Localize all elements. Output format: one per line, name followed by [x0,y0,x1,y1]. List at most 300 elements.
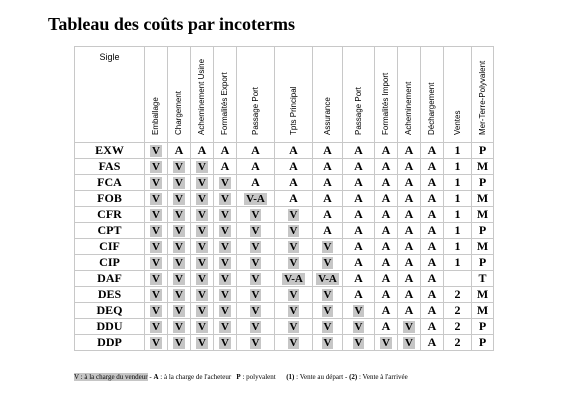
incoterm-sigle: DES [75,287,145,303]
cell-value: V [289,337,298,349]
cell-value: V [323,321,332,333]
cell-value: A [404,175,414,189]
table-cell [343,255,375,271]
column-header-label: Formalités Import [381,72,390,135]
table-cell [472,271,494,287]
table-row [75,335,494,351]
table-cell [214,223,237,239]
table-cell [398,335,421,351]
table-cell [444,255,472,271]
column-header-label: Déchargement [427,82,436,135]
table-cell [472,255,494,271]
column-header [275,47,313,143]
table-cell [168,223,191,239]
cell-value: A [289,191,298,205]
cell-value: A [354,223,363,237]
table-cell [214,191,237,207]
table-cell [398,143,421,159]
cell-value: A [427,191,437,205]
table-cell [343,143,375,159]
table-cell [444,191,472,207]
table-cell [313,175,343,191]
cell-value: T [478,271,487,285]
table-cell [168,143,191,159]
legend [74,373,408,381]
table-cell [168,319,191,335]
cell-value: A [427,143,437,157]
table-cell [472,175,494,191]
cell-value: M [476,191,489,205]
table-cell [191,271,214,287]
table-cell [421,319,444,335]
cell-value: P [478,335,487,349]
cell-value: V [289,289,298,301]
table-cell [313,223,343,239]
table-cell [191,223,214,239]
table-cell [375,255,398,271]
cell-value: A [381,191,391,205]
cell-value: A [404,271,414,285]
column-header-label: Passage Port [250,86,260,135]
table-cell [214,303,237,319]
table-cell [191,303,214,319]
table-cell [275,207,313,223]
cell-value: V [152,145,160,157]
cell-value: A [404,303,414,317]
table-cell [313,191,343,207]
cell-value: A [427,175,437,189]
table-cell [313,239,343,255]
table-cell [444,223,472,239]
cell-value: A [354,159,363,173]
cell-value: A [354,207,363,221]
cell-value: 1 [454,191,461,205]
table-cell [191,287,214,303]
cell-value: A [220,143,230,157]
cell-value: V [198,225,206,237]
cell-value: V [198,177,206,189]
cell-value: P [478,223,487,237]
table-cell [145,143,168,159]
legend-acheteur-key: A [153,373,159,381]
table-cell [398,239,421,255]
table-row [75,287,494,303]
cell-value: A [323,207,332,221]
table-cell [275,271,313,287]
legend-polyvalent-text: : polyvalent [240,373,276,381]
table-cell [313,159,343,175]
table-cell [398,159,421,175]
table-cell [145,191,168,207]
table-cell [375,223,398,239]
cell-value: A [427,303,437,317]
table-cell [214,319,237,335]
table-cell [237,207,275,223]
cell-value: V [221,225,229,237]
table-cell [398,175,421,191]
cell-value: V [198,321,206,333]
incoterm-sigle: CIP [75,255,145,271]
cell-value: V [152,257,160,269]
table-cell [375,207,398,223]
table-cell [145,239,168,255]
cell-value: V [152,225,160,237]
table-cell [444,143,472,159]
table-cell [444,335,472,351]
table-cell [343,239,375,255]
column-header [237,47,275,143]
cell-value: A [427,271,437,285]
table-cell [237,223,275,239]
table-cell [145,255,168,271]
cell-value: A [323,159,332,173]
incoterm-sigle: CPT [75,223,145,239]
cell-value: V [152,337,160,349]
cell-value: P [478,255,487,269]
table-cell [313,287,343,303]
table-cell [444,319,472,335]
cell-value: 1 [454,159,461,173]
column-header [313,47,343,143]
table-cell [237,303,275,319]
cell-value: A [427,335,437,349]
cell-value: A [354,287,363,301]
table-cell [421,335,444,351]
cell-value: V [175,177,183,189]
table-cell [145,303,168,319]
table-cell [421,159,444,175]
cell-value: 2 [454,335,461,349]
table-cell [421,271,444,287]
cell-value: V [251,225,260,237]
table-cell [214,239,237,255]
cell-value: V [323,241,332,253]
table-cell [145,287,168,303]
table-cell [421,175,444,191]
table-cell [398,191,421,207]
cell-value: A [354,255,363,269]
table-cell [237,287,275,303]
table-cell [472,191,494,207]
cell-value: A [427,287,437,301]
cell-value: A [323,143,332,157]
cell-value: V [175,225,183,237]
table-cell [145,175,168,191]
table-cell [375,191,398,207]
cell-value: V [289,257,298,269]
cell-value: V [221,305,229,317]
cell-value: V [175,257,183,269]
cell-value: A [381,271,391,285]
cell-value: V [175,305,183,317]
column-header [444,47,472,143]
table-cell [398,303,421,319]
table-cell [472,303,494,319]
cell-value: V [175,337,183,349]
table-cell [421,143,444,159]
table-cell [375,239,398,255]
table-cell [214,175,237,191]
cell-value: A [381,303,391,317]
table-cell [343,175,375,191]
cell-value: V [251,273,260,285]
table-cell [275,239,313,255]
cell-value: V [152,273,160,285]
table-cell [168,207,191,223]
cell-value: A [427,223,437,237]
cell-value: V [221,289,229,301]
column-header [421,47,444,143]
cell-value: A [251,159,260,173]
table-cell [275,335,313,351]
cell-value: V [152,305,160,317]
table-cell [214,207,237,223]
table-cell [313,335,343,351]
cell-value: A [289,159,298,173]
cell-value: V [221,193,229,205]
cell-value: 1 [454,207,461,221]
table-cell [343,207,375,223]
cell-value: A [404,239,414,253]
table-cell [398,223,421,239]
table-cell [275,223,313,239]
cell-value: P [478,175,487,189]
table-cell [168,159,191,175]
table-row [75,239,494,255]
table-cell [343,271,375,287]
cell-value: V-A [318,273,337,285]
table-cell [191,191,214,207]
cell-value: V [198,273,206,285]
table-cell [375,175,398,191]
incoterms-table [74,46,494,351]
cell-value: A [354,239,363,253]
table-cell [145,207,168,223]
cell-value: V [221,321,229,333]
cell-value: A [354,191,363,205]
table-cell [237,271,275,287]
cell-value: V [175,241,183,253]
cell-value: V [382,337,390,349]
table-cell [145,335,168,351]
cell-value: V-A [246,193,265,205]
cell-value: V [289,321,298,333]
column-header [375,47,398,143]
column-header-label: Formalités Export [220,72,229,135]
column-header-label: Tpts Principal [288,86,298,135]
cell-value: A [404,143,414,157]
cell-value: V [323,289,332,301]
legend-depart-text: : Vente au départ - [294,373,350,381]
table-cell [168,191,191,207]
cell-value: M [476,303,489,317]
table-cell [275,255,313,271]
incoterm-sigle: FOB [75,191,145,207]
table-cell [472,335,494,351]
cell-value: M [476,239,489,253]
table-cell [421,223,444,239]
cell-value: V [175,161,183,173]
cell-value: V [221,273,229,285]
table-cell [343,287,375,303]
table-cell [421,303,444,319]
table-cell [343,159,375,175]
cell-value: 1 [454,143,461,157]
table-cell [343,191,375,207]
cell-value: V [354,305,363,317]
cell-value: V [405,321,413,333]
table-cell [191,239,214,255]
table-row [75,255,494,271]
table-cell [313,255,343,271]
incoterm-sigle: FCA [75,175,145,191]
table-row [75,223,494,239]
table-cell [168,303,191,319]
table-cell [214,255,237,271]
table-cell [398,319,421,335]
cell-value: V [198,161,206,173]
page-title: Tableau des coûts par incoterms [48,14,296,34]
table-cell [191,143,214,159]
column-header-label: Passage Port [353,86,363,135]
table-row [75,175,494,191]
cell-value: A [404,287,414,301]
column-header [398,47,421,143]
table-cell [421,191,444,207]
table-cell [444,175,472,191]
table-row [75,271,494,287]
table-cell [472,239,494,255]
table-cell [237,191,275,207]
cell-value: V [251,289,260,301]
cell-value: V [289,225,298,237]
table-cell [398,271,421,287]
incoterm-sigle: DAF [75,271,145,287]
cell-value: A [381,143,391,157]
table-cell [421,239,444,255]
table-cell [191,175,214,191]
cell-value: V [251,241,260,253]
table-cell [275,159,313,175]
table-cell [237,255,275,271]
cell-value: V [289,305,298,317]
table-cell [343,303,375,319]
table-cell [168,239,191,255]
table-row [75,319,494,335]
table-cell [398,255,421,271]
table-cell [375,271,398,287]
cell-value: 1 [454,255,461,269]
cell-value: V [175,273,183,285]
column-header [343,47,375,143]
cell-value: V [198,305,206,317]
cell-value: A [427,207,437,221]
cell-value: V [323,257,332,269]
table-cell [421,207,444,223]
cell-value: P [478,319,487,333]
table-cell [145,159,168,175]
table-cell [444,207,472,223]
cell-value: M [476,287,489,301]
table-cell [214,159,237,175]
table-cell [313,319,343,335]
cell-value: M [476,159,489,173]
table-cell [444,287,472,303]
cell-value: V [323,337,332,349]
table-cell [343,319,375,335]
table-cell [472,287,494,303]
cell-value: V-A [284,273,303,285]
cell-value: A [289,175,298,189]
incoterm-sigle: FAS [75,159,145,175]
table-cell [237,143,275,159]
cell-value: A [174,143,184,157]
table-cell [398,287,421,303]
table-cell [168,255,191,271]
table-body [75,143,494,351]
table-cell [375,143,398,159]
table-cell [375,303,398,319]
header-sigle: Sigle [75,47,145,143]
column-header-label: Acheminement [404,81,413,135]
cell-value: A [251,175,260,189]
cell-value: A [197,143,207,157]
table-cell [343,223,375,239]
cell-value: V [152,209,160,221]
cell-value: V [354,321,363,333]
table-cell [237,335,275,351]
column-header [168,47,191,143]
cell-value: A [404,191,414,205]
table-cell [237,175,275,191]
cell-value: V [152,161,160,173]
table-cell [191,159,214,175]
cell-value: A [381,207,391,221]
cell-value: M [476,207,489,221]
cell-value: V [198,209,206,221]
cell-value: V [289,209,298,221]
column-header-label: Chargement [174,90,183,135]
table-cell [214,335,237,351]
table-cell [375,287,398,303]
column-header [145,47,168,143]
legend-polyvalent-key: P [236,373,241,381]
cell-value: A [381,159,391,173]
cell-value: A [381,239,391,253]
cell-value: V [251,321,260,333]
cell-value: V [251,337,260,349]
table-cell [444,159,472,175]
cell-value: V [198,257,206,269]
cell-value: 2 [454,303,461,317]
cell-value: A [427,159,437,173]
table-cell [421,287,444,303]
cell-value: A [404,223,414,237]
table-cell [237,319,275,335]
table-cell [214,271,237,287]
cell-value: V [198,337,206,349]
cell-value: A [404,207,414,221]
cell-value: V [152,289,160,301]
table-cell [191,207,214,223]
cell-value: A [289,143,298,157]
table-cell [214,143,237,159]
cell-value: A [427,319,437,333]
table-cell [191,335,214,351]
table-cell [275,303,313,319]
table-cell [472,319,494,335]
table-row [75,143,494,159]
